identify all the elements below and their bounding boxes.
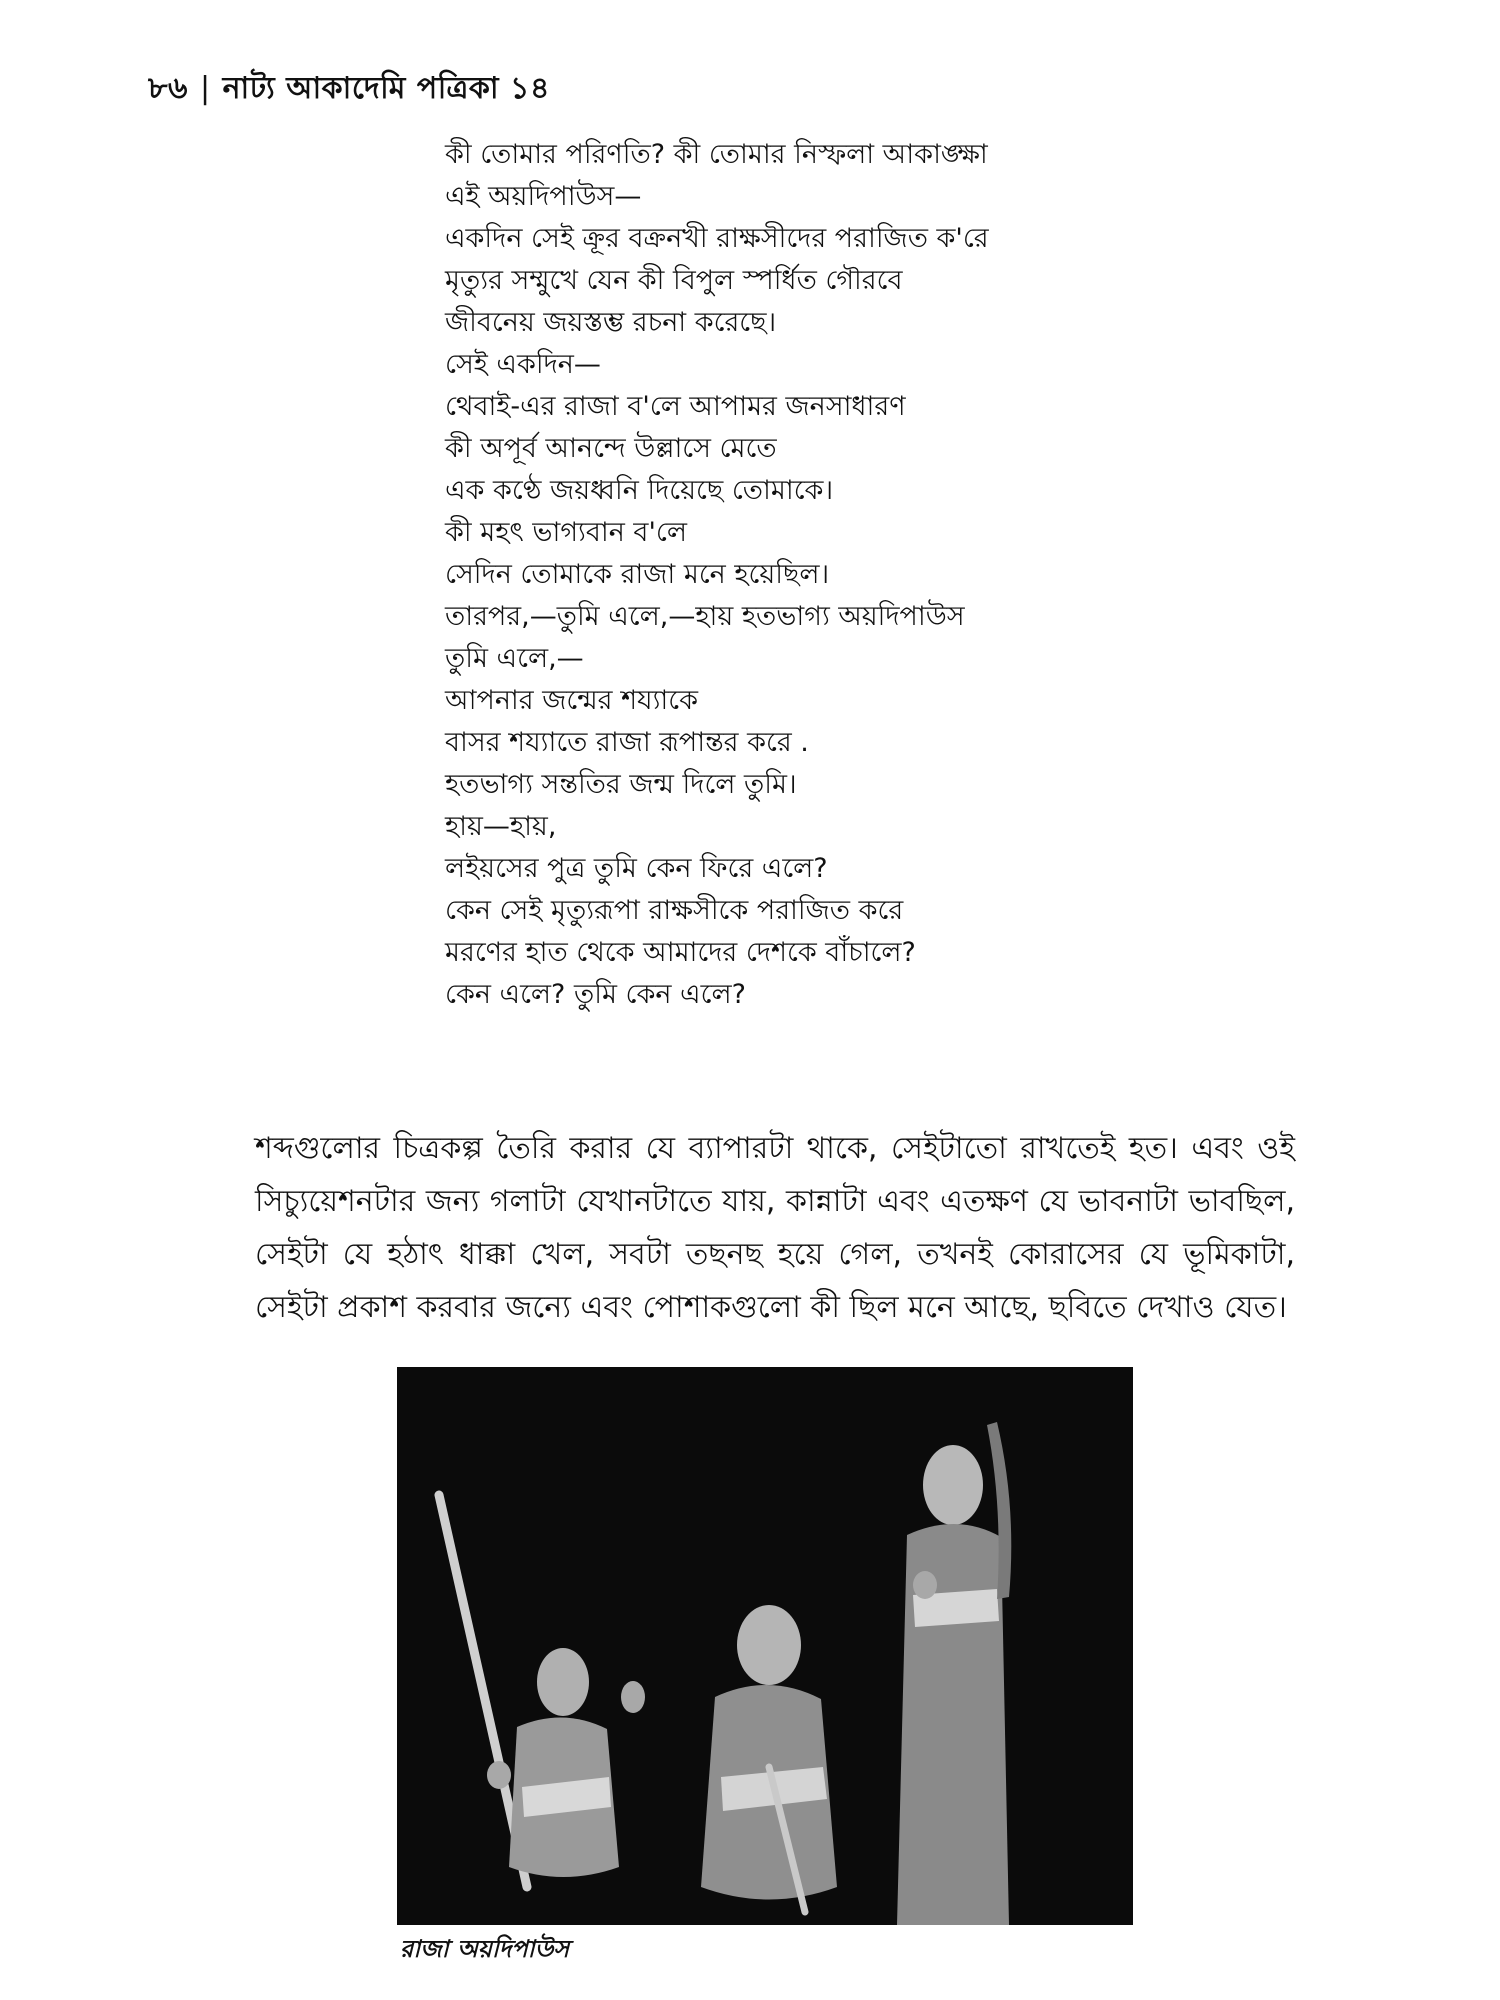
poem-line: কেন এলে? তুমি কেন এলে? [445,979,746,1010]
poem-line: সেই একদিন— [445,349,601,380]
poem-line: একদিন সেই ক্রূর বক্রনখী রাক্ষসীদের পরাজিত ক'রে [445,223,989,254]
poem-line: কী তোমার পরিণতি? কী তোমার নিস্ফলা আকাঙ্ক্ষা [445,139,988,170]
poem-line: এক কণ্ঠে জয়ধ্বনি দিয়েছে তোমাকে। [445,475,834,506]
figure-caption: রাজা অয়দিপাউস [400,1935,570,1963]
poem-block [445,134,1345,1016]
poem-line: হায়—হায়, [445,811,557,842]
page-header [148,64,550,115]
poem-line: লইয়সের পুত্র তুমি কেন ফিরে এলে? [445,853,828,884]
poem-line: মৃত্যুর সম্মুখে যেন কী বিপুল স্পর্ধিত গৌরবে [445,265,903,296]
poem-line: এই অয়দিপাউস— [445,181,642,212]
poem-line: কী অপূর্ব আনন্দে উল্লাসে মেতে [445,433,777,464]
header-separator: | [199,71,211,106]
poem-line: সেদিন তোমাকে রাজা মনে হয়েছিল। [445,559,830,590]
poem-line: কী মহৎ ভাগ্যবান ব'লে [445,517,687,548]
poem-line: তারপর,—তুমি এলে,—হায় হতভাগ্য অয়দিপাউস [445,601,965,632]
poem-line: আপনার জন্মের শয্যাকে [445,685,699,716]
poem-line: জীবনেয় জয়স্তম্ভ রচনা করেছে। [445,307,777,338]
prose-paragraph: শব্দগুলোর চিত্রকল্প তৈরি করার যে ব্যাপারটা থাকে, সেইটাতো রাখতেই হত। এবং ওই সিচ্যুয়েশনটার জন্য গলাটা যেখানটাতে যায়, কান্নাটা এবং এতক্ষণ যে ভাবনাটা ভাবছিল, সেইটা যে হঠাৎ ধাক্কা খেল, সবটা তছনছ হয়ে গেল, তখনই কোরাসের যে ভূমিকাটা, সেইটা প্রকাশ করবার জন্যে এবং পোশাকগুলো কী ছিল মনে আছে, ছবিতে দেখাও যেত। [255,1131,1295,1325]
page-number: ৮৬ [148,71,188,106]
poem-line: কেন সেই মৃত্যুরূপা রাক্ষসীকে পরাজিত করে [445,895,904,926]
journal-title: নাট্য আকাদেমি পত্রিকা ১৪ [222,71,550,106]
poem-line: তুমি এলে,— [445,643,584,674]
poem-line: বাসর শয্যাতে রাজা রূপান্তর করে . [445,727,809,758]
poem-line: মরণের হাত থেকে আমাদের দেশকে বাঁচালে? [445,937,916,968]
poem-line: থেবাই-এর রাজা ব'লে আপামর জনসাধারণ [445,391,906,422]
stage-photo-illustration [397,1367,1133,1925]
poem-line: হতভাগ্য সন্ততির জন্ম দিলে তুমি। [445,769,797,800]
stage-photo [397,1367,1133,1925]
